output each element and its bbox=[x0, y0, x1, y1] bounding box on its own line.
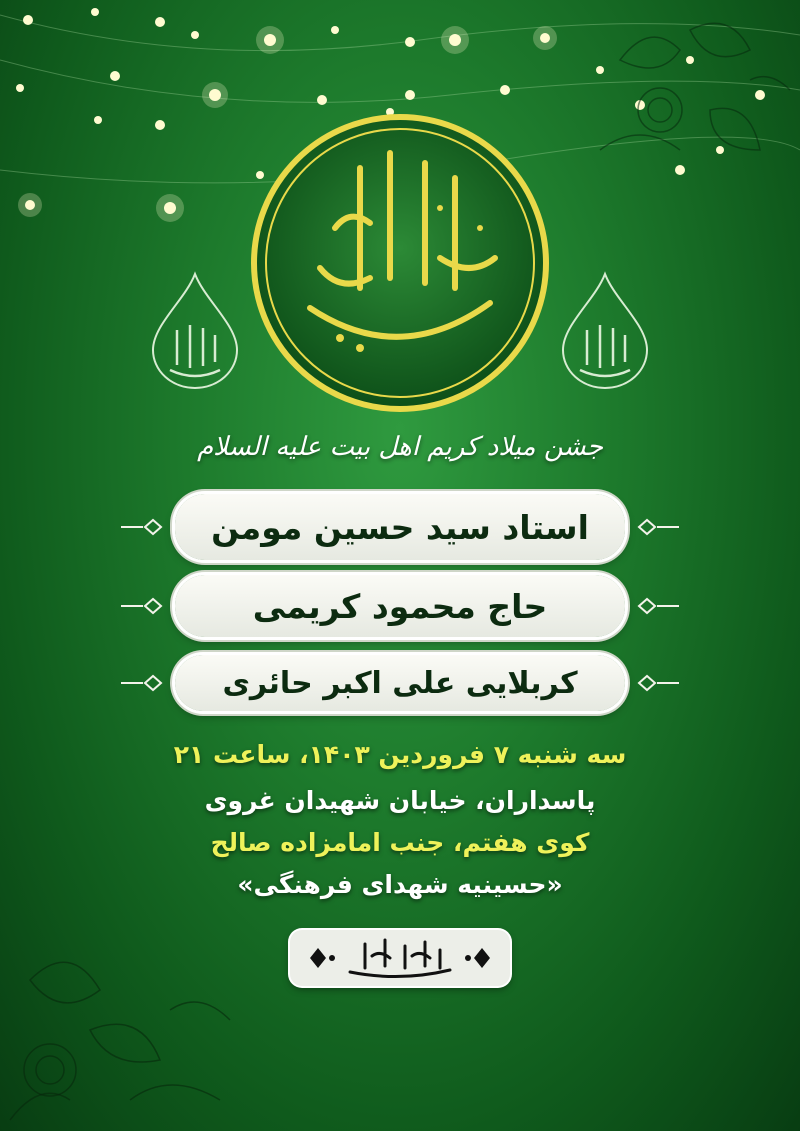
ornament-icon bbox=[119, 596, 163, 616]
speaker-name: کربلایی علی اکبر حائری bbox=[175, 655, 625, 711]
event-address-line-1: پاسداران، خیابان شهیدان غروی bbox=[204, 786, 596, 815]
organizer-calligraphy-icon bbox=[290, 930, 510, 986]
speaker-banner-3 bbox=[115, 655, 685, 711]
event-subtitle: جشن میلاد کریم اهل بیت علیه السلام bbox=[197, 432, 603, 462]
event-venue: «حسینیه شهدای فرهنگی» bbox=[237, 870, 563, 899]
floral-decoration-top-right bbox=[560, 0, 800, 200]
speaker-name: استاد سید حسین مومن bbox=[175, 494, 625, 560]
floral-decoration-bottom-left bbox=[0, 920, 260, 1131]
event-address-line-2: کوی هفتم، جنب امامزاده صالح bbox=[210, 828, 590, 857]
speaker-banner-2 bbox=[115, 575, 685, 637]
ornament-icon bbox=[119, 673, 163, 693]
ornament-icon bbox=[637, 596, 681, 616]
ornament-icon bbox=[637, 673, 681, 693]
ornament-icon bbox=[119, 517, 163, 537]
medallion-right bbox=[555, 270, 655, 390]
event-date-time: سه شنبه ۷ فروردین ۱۴۰۳، ساعت ۲۱ bbox=[173, 740, 627, 769]
calligraphy-emblem bbox=[240, 108, 560, 418]
ornament-icon bbox=[637, 517, 681, 537]
medallion-left bbox=[145, 270, 245, 390]
organizer-logo bbox=[290, 930, 510, 986]
speaker-banner-1 bbox=[115, 494, 685, 560]
speaker-name: حاج محمود کریمی bbox=[175, 575, 625, 637]
